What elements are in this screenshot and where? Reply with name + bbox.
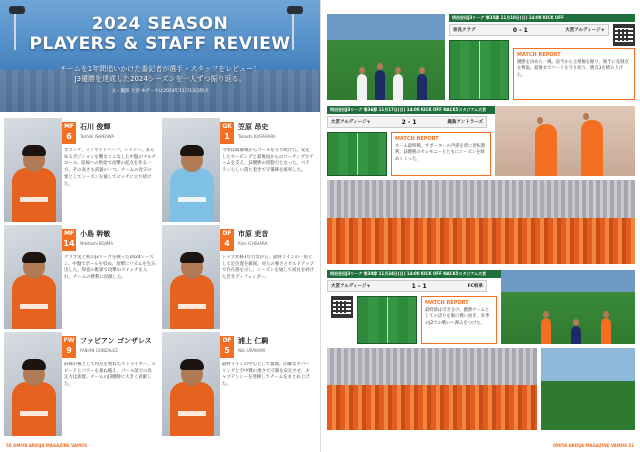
player-review-text: 最終ラインの中心として奮闘。的確なカバーリングと空中戦の強さで守備を安定させ、キャプテンシーを発揮してチームをまとめ上げた。 <box>222 362 310 388</box>
lead-line-2: J3優勝を達成した2024シーズンを一人ずつ振り返る。 <box>74 75 246 83</box>
away-team: FC岐阜 <box>467 284 483 289</box>
title-line-2: PLAYERS & STAFF REVIEW <box>29 34 291 54</box>
hero-banner <box>0 0 320 112</box>
player-name: 石川 俊輝 Toshiki ISHIKAWA <box>80 122 156 144</box>
team-celebration-photo <box>327 180 635 264</box>
report-text: 優勝を決めた一戦。前半から主導権を握り、後半に先制点を奪取。最後までリードを守り切り、勝点3を積み上げた。 <box>517 59 629 78</box>
credit-line: 文・撮影 大宮 ※データは2024年11月13日時点 <box>111 89 209 94</box>
lineup-pitch <box>357 296 417 344</box>
match-report <box>421 296 497 344</box>
report-title: MATCH REPORT <box>425 300 469 306</box>
report-text: ホーム最終戦。サポーターの声援を背に逆転勝利。J3優勝のセレモニーとともにシーズンを締めくくった。 <box>395 143 486 162</box>
lineup-pitch <box>449 40 509 100</box>
scoreboard <box>449 24 609 36</box>
player-review-text: 前線の核として得点を重ねたストライカー。スピードとパワーを兼ね備え、ゴール前での決定力は抜群。チームのJ3優勝に大きく貢献した。 <box>64 362 156 388</box>
match-header: 明治安田J3リーグ 第38節 11月24日(日) 14:00 KICK OFF NACK5スタジアム大宮 <box>327 270 513 278</box>
position-badge: MF 14 <box>62 229 76 251</box>
supporters-photo <box>327 348 537 430</box>
player-card <box>4 118 158 222</box>
player-photo <box>4 225 62 329</box>
title-line-1: 2024 SEASON <box>91 14 229 34</box>
scoreboard <box>327 116 487 128</box>
match-report <box>513 48 635 100</box>
home-team: 奈良クラブ <box>453 28 476 33</box>
score: 0 - 1 <box>512 26 528 34</box>
scoreboard <box>327 280 487 292</box>
player-review-text: ボランチ、インサイドハーフ、シャドー。あらゆるポジションを難なくこなした中盤のマルチロール。前線への供給で攻撃の起点を作る一方、その高さも武器の一つ。チームの攻守の要としてシーズンを通してピッチに立ち続けた。 <box>64 148 156 187</box>
match-report <box>391 132 491 176</box>
position-badge: GK 1 <box>220 122 234 144</box>
report-title: MATCH REPORT <box>395 136 439 142</box>
player-card <box>4 225 158 329</box>
player-card <box>162 225 316 329</box>
position-badge: MF 6 <box>62 122 76 144</box>
score: 1 - 1 <box>411 282 427 290</box>
match-section <box>327 14 635 104</box>
player-name: ファビアン ゴンザレス FABIAN GONZALEZ <box>80 336 156 358</box>
player-photo <box>162 225 220 329</box>
player-photo <box>162 118 220 222</box>
player-review-text: トップ昇格1年目ながら、最終ラインの一角として定位置を確保。対人の強さとビルドアップで存在感を示し、シーズンを通して成長を続けた若きディフェンダー。 <box>222 255 314 281</box>
player-photo <box>4 118 62 222</box>
qr-code-icon <box>331 296 353 318</box>
away-team: 大宮アルディージャ <box>565 28 605 33</box>
position-badge: DF 4 <box>220 229 234 251</box>
home-team: 大宮アルディージャ <box>331 284 371 289</box>
page-folio: 50 OMIYA ARDIJA MAGAZINE VAMOS <box>6 443 88 448</box>
player-name: 浦上 仁騎 Niki URAKAMI <box>238 336 314 358</box>
right-page <box>320 0 640 452</box>
player-photo <box>162 332 220 436</box>
player-card <box>4 332 158 436</box>
away-team: 鹿島アントラーズ <box>447 120 483 125</box>
match-header: 明治安田J3リーグ 第36節 11月17日(日) 14:00 KICK OFF NACK5スタジアム大宮 <box>327 106 513 114</box>
match-photo <box>327 14 445 100</box>
player-photo <box>4 332 62 436</box>
home-team: 大宮アルディージャ <box>331 120 371 125</box>
player-card <box>162 332 316 436</box>
lead-line-1: チームを1年間追いかけた番記者が選手・スタッフをレビュー！ <box>59 65 261 73</box>
match-photo <box>501 270 635 344</box>
player-name: 市原 吏音 Rion ICHIHARA <box>238 229 314 251</box>
qr-code-icon <box>613 24 635 46</box>
match-section <box>327 106 635 266</box>
page-folio: OMIYA ARDIJA MAGAZINE VAMOS 51 <box>552 443 634 448</box>
position-badge: FW 9 <box>62 336 76 358</box>
score: 2 - 1 <box>401 118 417 126</box>
match-section <box>327 270 635 436</box>
match-header: 明治安田J3リーグ 第35節 11月10日(日) 14:00 KICK OFF <box>449 14 635 22</box>
match-photo <box>495 106 635 176</box>
player-name: 小島 幹敏 Mikitoshi KOJIMA <box>80 229 156 251</box>
report-title: MATCH REPORT <box>517 52 561 58</box>
lineup-pitch <box>327 132 387 176</box>
player-card <box>162 118 316 222</box>
report-text: 最終節は引き分け。優勝チームとしての誇りを胸に戦い抜き、来季のJ2での戦いへ弾みをつけた。 <box>425 307 490 326</box>
position-badge: DF 5 <box>220 336 234 358</box>
lead-text <box>0 64 320 84</box>
player-grid <box>4 118 316 436</box>
player-review-text: 今季は開幕戦からゴールを守り続けた。安定したセービングと最後尾からのコーチングでチームを支え、J3優勝の原動力となった。ベテランらしい落ち着きで守備陣を統率した。 <box>222 148 314 174</box>
stadium-photo <box>541 348 635 430</box>
player-review-text: クラブ史上初のJ3リーグを戦った2024シーズン。中盤でボールを収め、攻撃にリズムを生み出した。得意の配球で攻撃のスイッチを入れ、チームの勝利に貢献した。 <box>64 255 156 281</box>
player-name: 笠原 昂史 Takashi KASAHARA <box>238 122 314 144</box>
page-title <box>0 14 320 54</box>
